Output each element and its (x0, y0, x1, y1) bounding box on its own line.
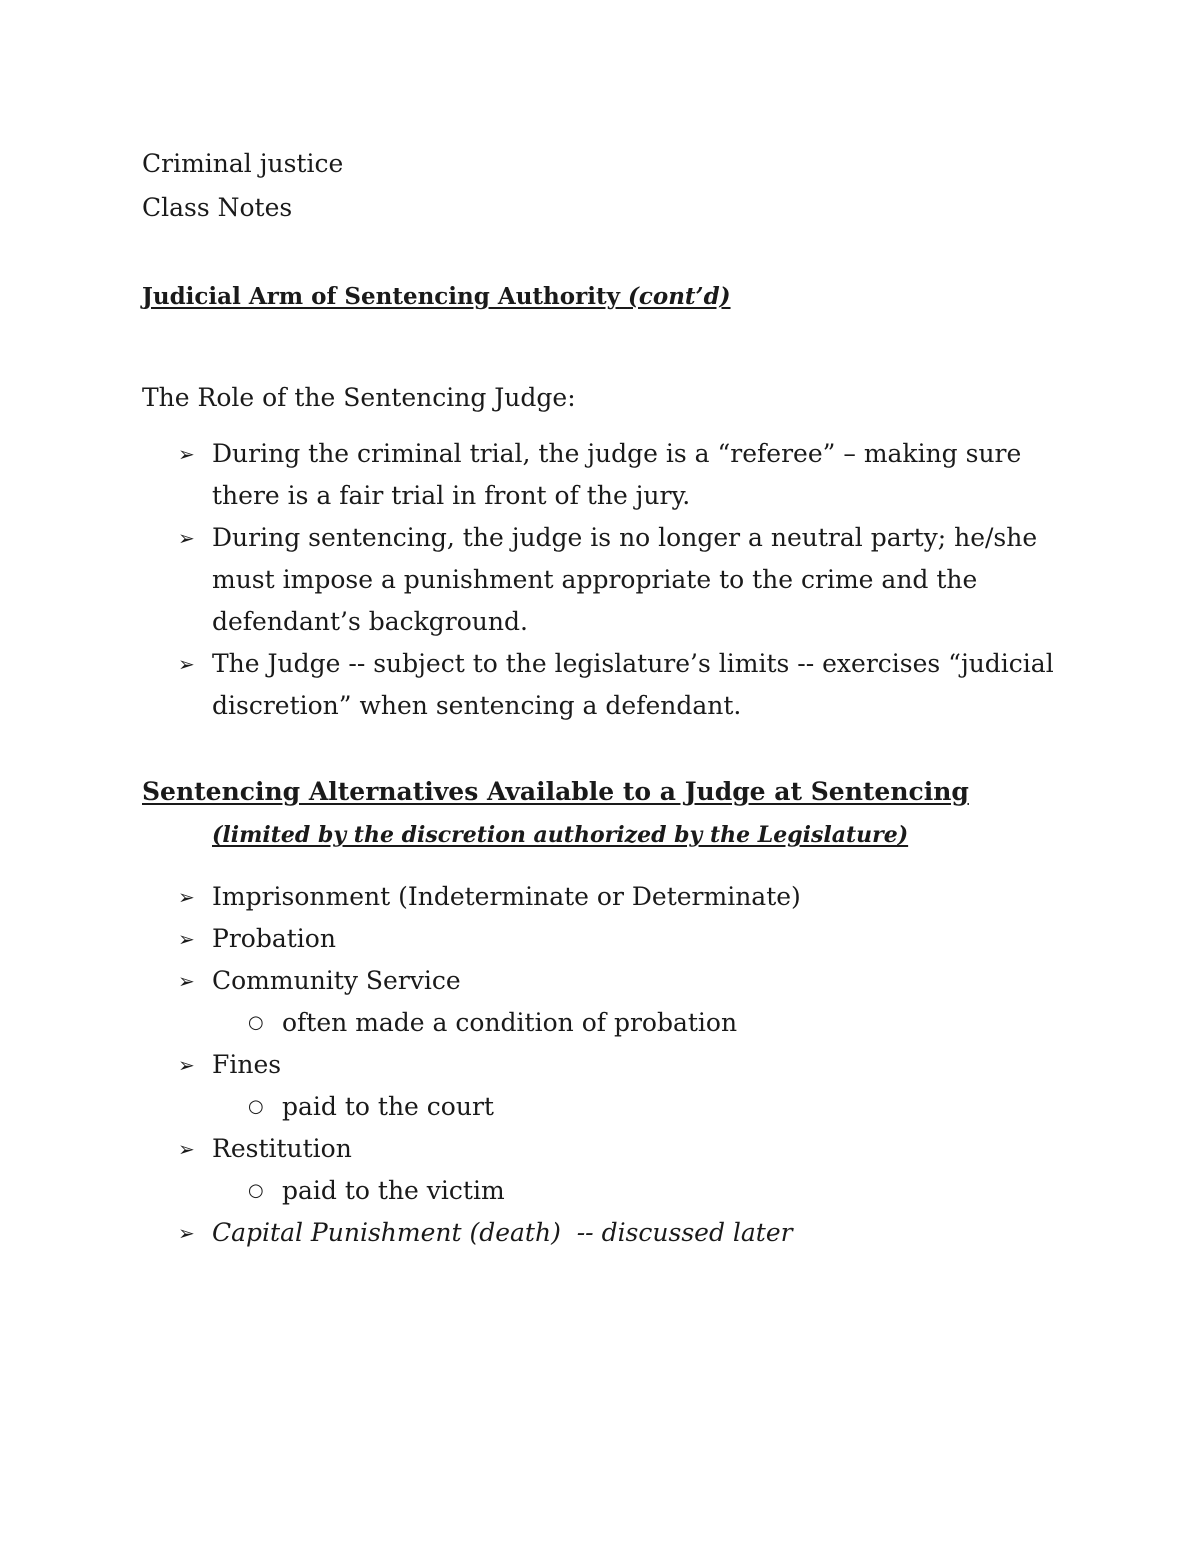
sub-list-item-text: paid to the victim (282, 1176, 505, 1205)
list-item-text: Probation (212, 924, 336, 953)
list-item-text: Imprisonment (Indeterminate or Determinate) (212, 882, 801, 911)
list-item-text: Restitution (212, 1134, 352, 1163)
list-item-text: Fines (212, 1050, 282, 1079)
list-item-text: During the criminal trial, the judge is a “referee” – making sure there is a fair trial in front of the jury. (212, 439, 1022, 510)
arrow-bullet-icon: ➢ (178, 1137, 195, 1161)
doc-type: Class Notes (142, 193, 293, 222)
list-item (178, 643, 1058, 727)
list-item (178, 960, 1058, 1002)
arrow-bullet-icon: ➢ (178, 927, 195, 951)
list-item-text: Community Service (212, 966, 461, 995)
sub-list-item-text: paid to the court (282, 1092, 494, 1121)
sub-list-item (248, 1170, 505, 1212)
list-item (178, 1212, 1058, 1254)
section2-title: Sentencing Alternatives Available to a Judge at Sentencing (142, 777, 969, 806)
sub-list-item-text: often made a condition of probation (282, 1008, 738, 1037)
list-item (178, 1128, 1058, 1170)
list-item (178, 876, 1058, 918)
list-item-text: During sentencing, the judge is no longer a neutral party; he/she must impose a punishment appropriate to the crime and the defendant’s background. (212, 523, 1038, 636)
list-item (178, 517, 1058, 643)
arrow-bullet-icon: ➢ (178, 969, 195, 993)
section2-subtitle: (limited by the discretion authorized by the Legislature) (212, 822, 909, 848)
list-item-text: The Judge -- subject to the legislature’s limits -- exercises “judicial discretion” when sentencing a defendant. (212, 649, 1054, 720)
sub-list-item (248, 1086, 494, 1128)
circle-bullet-icon: ○ (248, 1180, 264, 1201)
section1-title: Judicial Arm of Sentencing Authority (142, 283, 620, 310)
arrow-bullet-icon: ➢ (178, 1053, 195, 1077)
circle-bullet-icon: ○ (248, 1096, 264, 1117)
arrow-bullet-icon: ➢ (178, 1221, 195, 1245)
section1-heading (142, 283, 731, 310)
course-title: Criminal justice (142, 149, 344, 178)
arrow-bullet-icon: ➢ (178, 442, 195, 466)
circle-bullet-icon: ○ (248, 1012, 264, 1033)
list-item-text: Capital Punishment (death) -- discussed later (212, 1218, 793, 1247)
arrow-bullet-icon: ➢ (178, 652, 195, 676)
list-item (178, 918, 1058, 960)
sub-list-item (248, 1002, 737, 1044)
arrow-bullet-icon: ➢ (178, 885, 195, 909)
section1-title-suffix: (cont’d) (627, 283, 731, 310)
arrow-bullet-icon: ➢ (178, 526, 195, 550)
section1-intro: The Role of the Sentencing Judge: (142, 383, 576, 412)
list-item (178, 433, 1058, 517)
list-item (178, 1044, 1058, 1086)
